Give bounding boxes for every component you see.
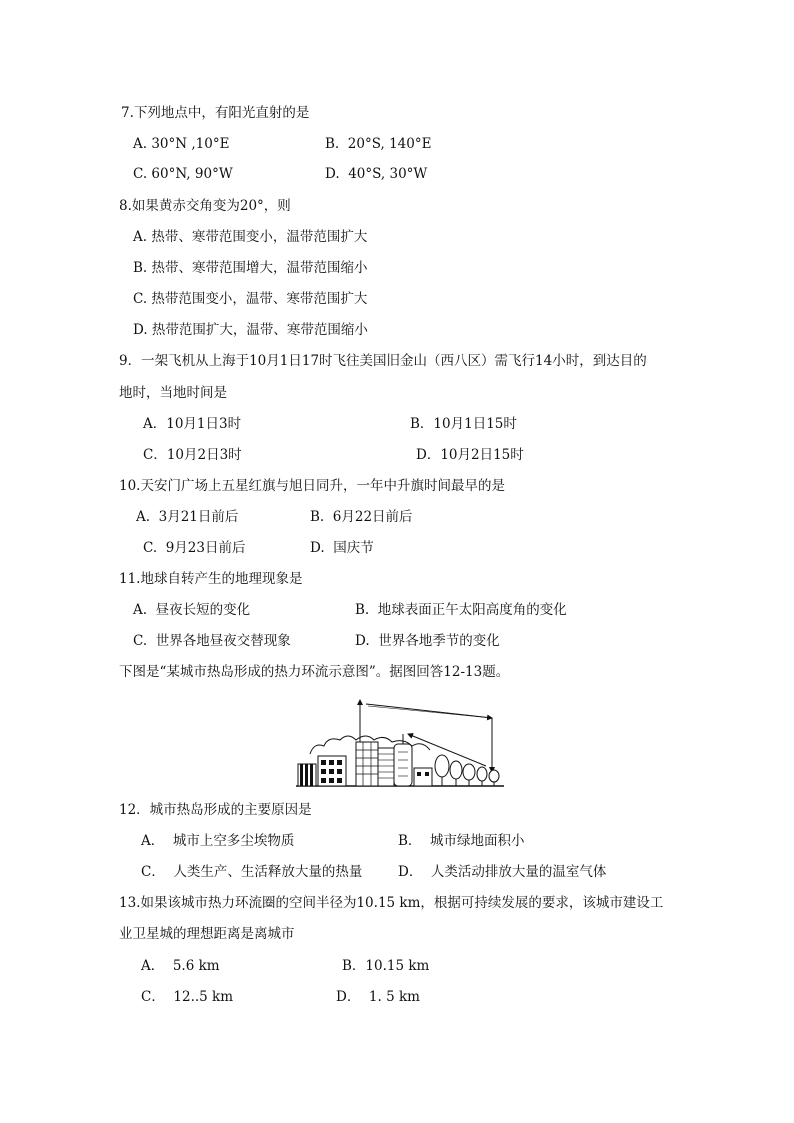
question-8-option-d: D. 热带范围扩大，温带、寒带范围缩小 bbox=[133, 322, 368, 338]
question-7-stem: 7.下列地点中，有阳光直射的是 bbox=[121, 105, 310, 121]
question-8-option-c: C. 热带范围变小，温带、寒带范围扩大 bbox=[133, 291, 368, 307]
question-9-option-b: B．10月1日15时 bbox=[410, 416, 517, 432]
question-7-option-d: D. 40°S, 30°W bbox=[325, 166, 428, 182]
question-10-option-a: A. 3月21日前后 bbox=[136, 509, 239, 525]
question-12-option-a: A． 城市上空多尘埃物质 bbox=[141, 833, 295, 849]
question-12-option-d: D． 人类活动排放大量的温室气体 bbox=[398, 864, 607, 880]
trees bbox=[435, 755, 499, 786]
question-12-option-c: C． 人类生产、生活释放大量的热量 bbox=[141, 864, 363, 880]
upper-outflow-return bbox=[368, 706, 492, 718]
figure-intro: 下图是“某城市热岛形成的热力环流示意图”。据图回答12-13题。 bbox=[119, 664, 510, 680]
question-8-stem: 8.如果黄赤交角变为20°，则 bbox=[119, 198, 291, 214]
question-11-option-d: D. 世界各地季节的变化 bbox=[355, 633, 500, 649]
question-11-stem: 11.地球自转产生的地理现象是 bbox=[119, 571, 303, 587]
question-12-option-b: B． 城市绿地面积小 bbox=[398, 833, 525, 849]
building-windows-1 bbox=[318, 756, 346, 786]
building-tower bbox=[394, 734, 412, 786]
question-9-stem-line-2: 地时，当地时间是 bbox=[119, 385, 227, 401]
question-10-option-b: B. 6月22日前后 bbox=[310, 509, 413, 525]
question-7-option-b: B. 20°S, 140°E bbox=[325, 136, 432, 152]
question-11-option-c: C. 世界各地昼夜交替现象 bbox=[133, 633, 291, 649]
question-13-option-d: D． 1. 5 km bbox=[336, 989, 420, 1005]
question-10-option-d: D. 国庆节 bbox=[310, 540, 374, 556]
question-9-option-c: C．10月2日3时 bbox=[143, 447, 242, 463]
question-8-option-a: A. 热带、寒带范围变小，温带范围扩大 bbox=[133, 229, 368, 245]
heat-island-diagram bbox=[296, 694, 504, 790]
question-13-stem-line-1: 13.如果该城市热力环流圈的空间半径为10.15 km，根据可持续发展的要求，该城市建设工 bbox=[119, 895, 664, 911]
building-brick bbox=[378, 748, 394, 786]
question-7-option-a: A. 30°N ,10°E bbox=[133, 136, 230, 152]
question-9-option-a: A．10月1日3时 bbox=[143, 416, 242, 432]
question-10-option-c: C. 9月23日前后 bbox=[143, 540, 246, 556]
building-low bbox=[414, 768, 432, 786]
question-13-option-c: C． 12..5 km bbox=[141, 989, 234, 1005]
question-7-option-c: C. 60°N, 90°W bbox=[133, 166, 233, 182]
question-13-option-b: B．10.15 km bbox=[342, 958, 430, 974]
building-tall-grid bbox=[356, 742, 378, 786]
question-11-option-a: A. 昼夜长短的变化 bbox=[133, 602, 251, 618]
question-11-option-b: B. 地球表面正午太阳高度角的变化 bbox=[355, 602, 567, 618]
question-12-stem: 12．城市热岛形成的主要原因是 bbox=[119, 802, 312, 818]
question-9-option-d: D．10月2日15时 bbox=[416, 447, 524, 463]
question-9-stem-line-1: 9．一架飞机从上海于10月1日17时飞往美国旧金山（西八区）需飞行14小时，到达目的 bbox=[119, 353, 647, 369]
question-13-option-a: A． 5.6 km bbox=[141, 958, 220, 974]
building-striped bbox=[298, 764, 316, 786]
question-10-stem: 10.天安门广场上五星红旗与旭日同升，一年中升旗时间最早的是 bbox=[119, 478, 505, 494]
question-8-option-b: B. 热带、寒带范围增大，温带范围缩小 bbox=[133, 260, 368, 276]
question-13-stem-line-2: 业卫星城的理想距离是离城市 bbox=[119, 926, 295, 942]
